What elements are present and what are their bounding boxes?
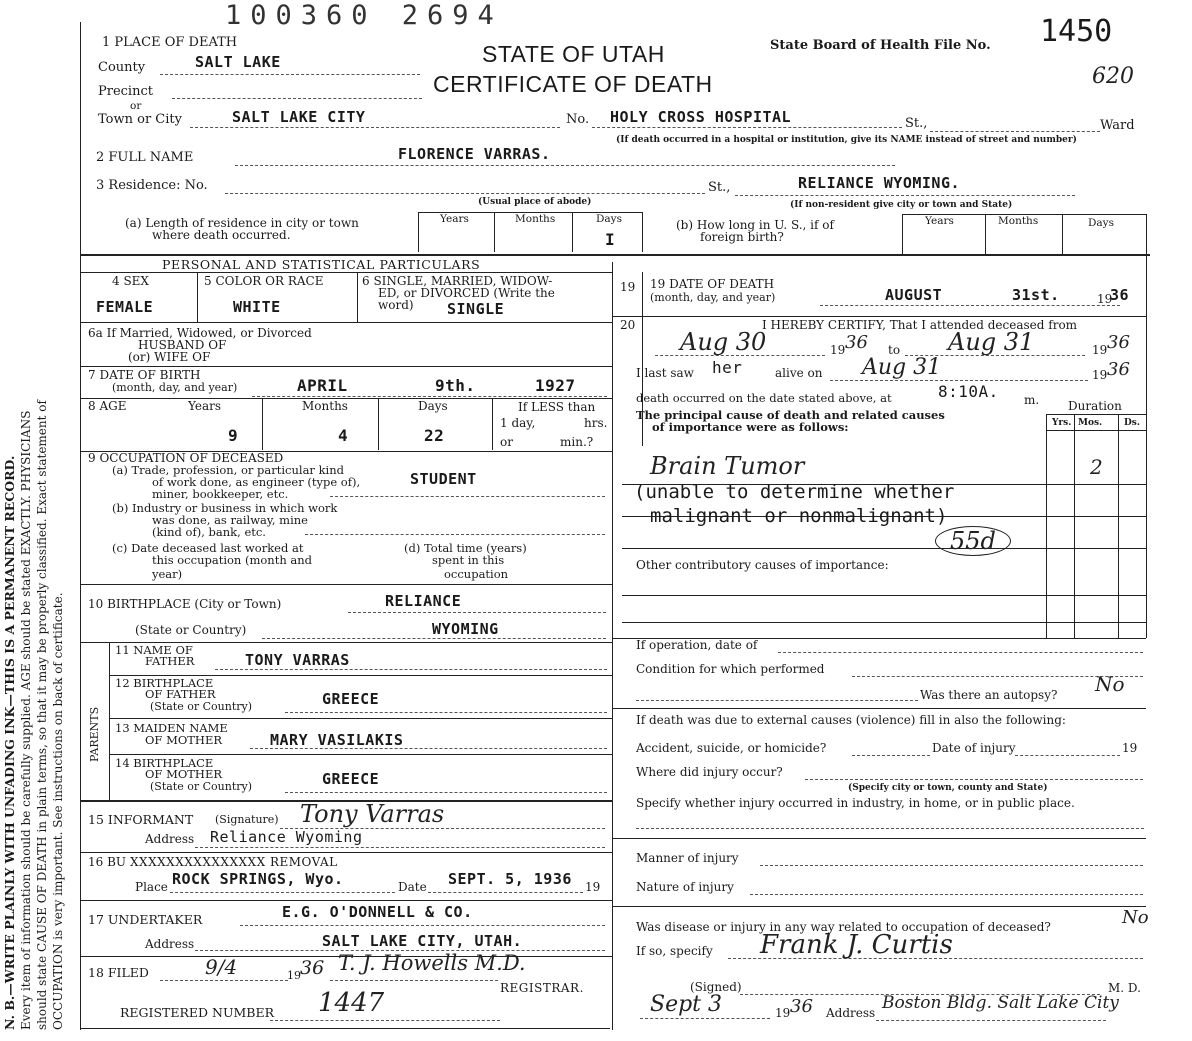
sex-value: FEMALE	[96, 298, 154, 316]
occ-d3: occupation	[444, 567, 509, 581]
duration-yrs: Yrs.	[1052, 418, 1072, 428]
mother-birth-label-a: 14 BIRTHPLACE	[115, 756, 214, 770]
less-than-label: If LESS than	[518, 400, 596, 414]
occ-a2: of work done, as engineer (type of),	[152, 475, 361, 489]
cause-detail-2: malignant or nonmalignant)	[650, 505, 948, 527]
certify-num: 20	[620, 318, 636, 332]
occ-c2: this occupation (month and	[152, 553, 313, 567]
race-value: WHITE	[233, 298, 281, 316]
operation-label: If operation, date of	[636, 638, 758, 652]
last-saw-who: her	[712, 358, 743, 377]
md-label: M. D.	[1108, 981, 1141, 995]
occ-c1: (c) Date deceased last worked at	[112, 541, 304, 555]
last-saw-date: Aug 31	[862, 355, 942, 380]
birthplace-state-label: (State or Country)	[135, 623, 247, 637]
informant-address-label: Address	[145, 832, 195, 846]
ward-label: Ward	[1100, 118, 1135, 133]
cause-code: 55d	[935, 526, 1011, 556]
informant-address: Reliance Wyoming	[210, 828, 363, 846]
registered-number-label: REGISTERED NUMBER	[120, 1005, 275, 1020]
father-birth-label-a: 12 BIRTHPLACE	[115, 676, 214, 690]
death-date-label-b: (month, day, and year)	[650, 291, 776, 304]
mother-birth-label-b: OF MOTHER	[145, 767, 223, 781]
residence-days-header: Days	[596, 213, 622, 225]
filed-label: 18 FILED	[88, 965, 149, 980]
saw-year-prefix: 19	[1092, 368, 1108, 382]
death-time-m: m.	[1024, 393, 1040, 407]
us-label-a: (b) How long in U. S., if of	[676, 218, 834, 232]
duration-mos: Mos.	[1078, 418, 1103, 428]
occ-d1: (d) Total time (years)	[404, 541, 527, 555]
condition-label: Condition for which performed	[636, 662, 825, 676]
father-label-a: 11 NAME OF	[115, 643, 193, 657]
other-causes-label: Other contributory causes of importance:	[636, 558, 889, 572]
filed-year: 36	[300, 957, 325, 979]
burial-date: SEPT. 5, 1936	[448, 870, 572, 888]
marital-value: SINGLE	[447, 300, 505, 318]
marital-label-c: word)	[378, 298, 414, 312]
mother-name: MARY VASILAKIS	[270, 731, 404, 749]
certificate-title: CERTIFICATE OF DEATH	[433, 71, 713, 97]
death-date-label-a: 19 DATE OF DEATH	[650, 277, 775, 291]
hospital-value: HOLY CROSS HOSPITAL	[610, 108, 792, 126]
spouse-label-c: (or) WIFE OF	[128, 350, 211, 364]
town-label: Town or City	[98, 112, 182, 127]
certify-text: I HEREBY CERTIFY, That I attended deceased from	[762, 318, 1078, 332]
attended-from: Aug 30	[680, 328, 767, 356]
signed-label: (Signed)	[690, 980, 742, 994]
side-instruction-1: N. B.—WRITE PLAINLY WITH UNFADING INK—THIS IS A PERMANENT RECORD.	[2, 455, 17, 1030]
occupation-related-value: No	[1122, 907, 1149, 928]
or-label: or	[130, 100, 142, 112]
to-year-prefix: 19	[1092, 343, 1108, 357]
mother-birthplace: GREECE	[322, 770, 380, 788]
occupation-label: 9 OCCUPATION OF DECEASED	[88, 451, 284, 465]
nature-injury-label: Nature of injury	[636, 880, 734, 894]
filed-year-prefix: 19	[287, 969, 301, 982]
full-name-label: 2 FULL NAME	[96, 150, 194, 165]
attended-to: Aug 31	[948, 328, 1035, 356]
death-day: 31st.	[1012, 286, 1060, 304]
residence-years-header: Years	[440, 213, 469, 225]
cause-primary: Brain Tumor	[650, 452, 805, 480]
residence-value: RELIANCE WYOMING.	[798, 174, 961, 192]
dob-label-a: 7 DATE OF BIRTH	[88, 368, 201, 382]
spouse-label-b: HUSBAND OF	[138, 338, 227, 352]
accident-label: Accident, suicide, or homicide?	[636, 741, 827, 755]
father-label-b: FATHER	[145, 654, 195, 668]
us-days-header: Days	[1088, 217, 1114, 229]
father-name: TONY VARRAS	[245, 651, 350, 669]
undertaker-label: 17 UNDERTAKER	[88, 912, 203, 927]
county-label: County	[98, 60, 146, 75]
attended-to-year: 36	[1107, 332, 1130, 353]
physician-address-label: Address	[826, 1006, 876, 1020]
occ-a3: miner, bookkeeper, etc.	[152, 487, 289, 501]
side-instruction-2: Every item of information should be carefully supplied. AGE should be stated EXACTLY. PHYSICIANS	[19, 410, 33, 1030]
undertaker-address: SALT LAKE CITY, UTAH.	[322, 932, 523, 950]
if-so-specify-label: If so, specify	[636, 944, 713, 958]
birthplace-state: WYOMING	[432, 620, 499, 638]
dob-month: APRIL	[297, 376, 348, 395]
place-note: (If death occurred in a hospital or institution, give its NAME instead of street and number)	[616, 135, 1077, 145]
death-year: 36	[1110, 286, 1130, 304]
length-residence-label-b: where death occurred.	[152, 228, 291, 242]
manner-injury-label: Manner of injury	[636, 851, 739, 865]
registered-number: 1447	[318, 988, 385, 1018]
age-days-label: Days	[418, 399, 448, 413]
burial-year-suffix: 19	[585, 880, 601, 894]
alive-on-label: alive on	[775, 366, 823, 380]
signed-date: Sept 3	[650, 992, 723, 1017]
residence-label: 3 Residence: No.	[96, 178, 208, 193]
burial-label: XXXXXXXXXXXXXXX REMOVAL	[130, 855, 338, 869]
spouse-label-a: 6a If Married, Widowed, or Divorced	[88, 326, 312, 340]
father-birthplace: GREECE	[322, 690, 380, 708]
us-label-b: foreign birth?	[700, 230, 784, 244]
burial-date-label: Date	[398, 880, 427, 894]
us-months-header: Months	[998, 215, 1039, 227]
death-month: AUGUST	[885, 286, 943, 304]
father-birth-label-b: OF FATHER	[145, 687, 216, 701]
age-months-label: Months	[302, 399, 348, 413]
less-day-label: 1 day,	[500, 416, 536, 430]
from-year-prefix: 19	[830, 343, 846, 357]
injury-date-label: Date of injury	[932, 741, 1016, 755]
duration-ds: Ds.	[1124, 418, 1141, 428]
age-label: 8 AGE	[88, 399, 127, 413]
last-saw-year: 36	[1107, 359, 1130, 380]
mother-birth-label-c: (State or Country)	[150, 780, 253, 793]
dob-year: 1927	[535, 376, 576, 395]
full-name-value: FLORENCE VARRAS.	[398, 145, 551, 163]
registrar-label: REGISTRAR.	[500, 981, 584, 995]
specify-injury-label: Specify whether injury occurred in industry, in home, or in public place.	[636, 796, 1075, 810]
residence-months-header: Months	[515, 213, 556, 225]
occ-b3: (kind of), bank, etc.	[152, 525, 266, 539]
burial-place-label: Place	[135, 880, 168, 894]
informant-label: 15 INFORMANT	[88, 812, 194, 827]
age-years-label: Years	[188, 399, 222, 413]
signed-year-prefix: 19	[775, 1006, 791, 1020]
residence-days-value: I	[605, 230, 616, 249]
less-hrs-label: hrs.	[584, 416, 608, 430]
external-causes-label: If death was due to external causes (violence) fill in also the following:	[636, 713, 1066, 727]
physician-signature: Frank J. Curtis	[760, 930, 953, 960]
signed-year: 36	[790, 996, 813, 1017]
side-instruction-3: should state CAUSE OF DEATH in plain terms, so that it may be properly classified. Exact statement of	[35, 400, 49, 1030]
last-saw-label: I last saw	[636, 366, 694, 380]
street-no-label: No.	[566, 112, 590, 127]
occ-c3: year)	[152, 567, 183, 581]
side-instruction-4: OCCUPATION is very important. See instructions on back of certificate.	[51, 592, 65, 1030]
occupation-related-label: Was disease or injury in any way related to occupation of deceased?	[636, 920, 1051, 934]
burial-place: ROCK SPRINGS, Wyo.	[172, 870, 344, 888]
board-file-label: State Board of Health File No.	[770, 38, 991, 53]
death-year-prefix: 19	[1097, 292, 1113, 306]
usual-abode-note: (Usual place of abode)	[478, 197, 592, 207]
cause-detail-1: (unable to determine whether	[634, 481, 955, 503]
nonresident-note: (If non-resident give city or town and State)	[790, 200, 1013, 210]
occ-b2: was done, as railway, mine	[152, 513, 308, 527]
occ-d2: spent in this	[432, 553, 505, 567]
birthplace-city: RELIANCE	[385, 592, 462, 610]
town-value: SALT LAKE CITY	[232, 108, 366, 126]
state-title: STATE OF UTAH	[482, 41, 665, 67]
residence-st-label: St.,	[708, 180, 731, 195]
burial-number: 16 BU	[88, 855, 127, 869]
st-label: St.,	[905, 116, 928, 131]
occupation-value: STUDENT	[410, 470, 477, 488]
injury-year-label: 19	[1122, 741, 1138, 755]
race-label: 5 COLOR OR RACE	[204, 274, 324, 288]
where-injury-note: (Specify city or town, county and State)	[848, 783, 1048, 793]
attended-from-year: 36	[845, 332, 868, 353]
less-or-label: or	[500, 435, 513, 449]
cause-label-a: The principal cause of death and related causes	[636, 408, 945, 422]
father-birth-label-c: (State or Country)	[150, 700, 253, 713]
file-number: 1450	[1040, 14, 1113, 49]
undertaker-address-label: Address	[145, 937, 195, 951]
age-days-value: 22	[424, 426, 445, 445]
age-years-value: 9	[228, 426, 239, 445]
birthplace-label: 10 BIRTHPLACE (City or Town)	[88, 597, 282, 611]
death-time: 8:10A.	[938, 382, 999, 401]
filed-date: 9/4	[205, 955, 238, 979]
occ-b1: (b) Industry or business in which work	[112, 501, 338, 515]
duration-label: Duration	[1068, 399, 1122, 413]
age-months-value: 4	[338, 426, 349, 445]
marital-label-b: ED, or DIVORCED (Write the	[378, 286, 555, 300]
informant-signature: Tony Varras	[300, 800, 445, 828]
county-value: SALT LAKE	[195, 53, 281, 71]
parents-side-label: PARENTS	[88, 706, 101, 762]
informant-sig-label: (Signature)	[215, 813, 279, 826]
length-residence-label-a: (a) Length of residence in city or town	[125, 216, 359, 230]
sex-label: 4 SEX	[112, 274, 149, 288]
autopsy-value: No	[1095, 672, 1125, 696]
file-sub-number: 620	[1092, 64, 1134, 89]
less-min-label: min.?	[560, 435, 594, 449]
cause-primary-months: 2	[1090, 455, 1103, 479]
marital-label-a: 6 SINGLE, MARRIED, WIDOW-	[362, 274, 553, 288]
death-date-num: 19	[620, 280, 636, 294]
autopsy-label: Was there an autopsy?	[920, 688, 1058, 702]
where-injury-label: Where did injury occur?	[636, 765, 783, 779]
mother-label-a: 13 MAIDEN NAME	[115, 721, 228, 735]
mother-label-b: OF MOTHER	[145, 733, 223, 747]
precinct-label: Precinct	[98, 84, 153, 99]
serial-number: 100360 2694	[225, 0, 503, 31]
registrar-signature: T. J. Howells M.D.	[338, 951, 526, 975]
personal-heading: PERSONAL AND STATISTICAL PARTICULARS	[162, 257, 481, 272]
undertaker-value: E.G. O'DONNELL & CO.	[282, 903, 473, 921]
dob-label-b: (month, day, and year)	[112, 381, 238, 394]
cause-label-b: of importance were as follows:	[652, 420, 849, 434]
dob-day: 9th.	[435, 376, 476, 395]
death-occurred-label: death occurred on the date stated above, at	[636, 391, 892, 405]
us-years-header: Years	[925, 215, 954, 227]
place-of-death-label: 1 PLACE OF DEATH	[102, 35, 238, 50]
occ-a1: (a) Trade, profession, or particular kind	[112, 463, 344, 477]
to-label: to	[888, 343, 901, 357]
physician-address: Boston Bldg. Salt Lake City	[882, 993, 1119, 1013]
